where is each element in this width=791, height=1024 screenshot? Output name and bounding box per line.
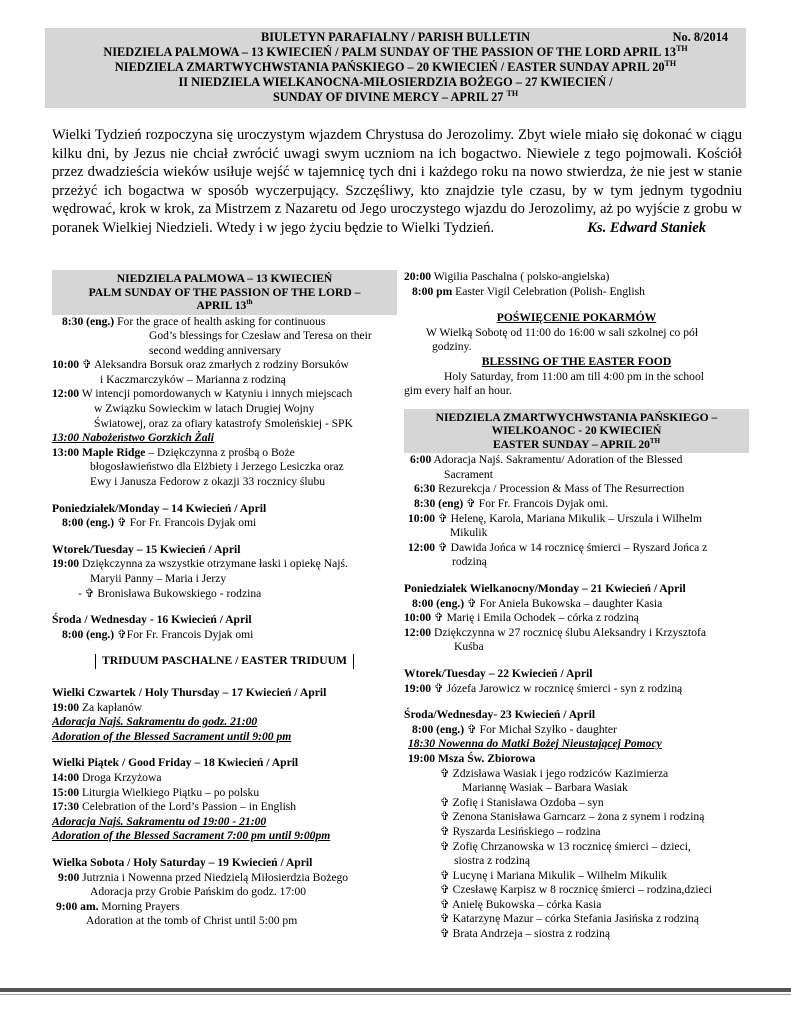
header-palm-sunday: NIEDZIELA PALMOWA – 13 KWIECIEŃ / PALM SUNDAY OF THE PASSION OF THE LORD APRIL 13TH [103,43,688,59]
intention-item: siostra z rodziną [454,854,530,868]
adoration-pl: Adoracja Najś. Sakramentu do godz. 21:00 [52,715,258,729]
mass-entry: 6:30 Rezurekcja / Procession & Mass of The Resurrection [414,482,685,496]
intention-item: ✞ Katarzynę Mazur – córka Stefania Jasińska z rodziną [440,912,699,926]
bulletin-number: No. 8/2014 [672,30,728,44]
easter-wednesday-heading: Środa/Wednesday- 23 Kwiecień / April [404,708,596,722]
intention-item: ✞ Anielę Bukowska – córka Kasia [440,897,602,911]
mass-entry: 12:00 W intencji pomordowanych w Katyniu i innych miejscach [52,387,353,401]
mass-entry: 8:00 (eng.) ✞For Fr. Francois Dyjak omi [62,627,254,641]
footer-rule-thin [0,994,791,995]
monday-heading: Poniedziałek/Monday – 14 Kwiecień / April [52,501,267,515]
intentions-list [404,767,749,942]
intention-item: ✞ Brata Andrzeja – siostra z rodziną [440,927,611,941]
mass-entry: 8:00 (eng.) ✞ For Fr. Francois Dyjak omi [62,516,257,530]
intention-item: ✞ Zofię i Stanisława Ozdoba – syn [440,795,604,809]
gorzkie-zale: 13:00 Nabożeństwo Gorzkich Żali [52,431,215,445]
saturday-heading: Wielka Sobota / Holy Saturday – 19 Kwiecień / April [52,855,313,869]
palm-sunday-box: NIEDZIELA PALMOWA – 13 KWIECIEŃ PALM SUNDAY OF THE PASSION OF THE LORD – APRIL 13th [52,270,397,315]
intention-item: ✞ Lucynę i Mariana Mikulik – Wilhelm Mikulik [440,868,668,882]
mass-entry: 12:00 Dziękczynna w 27 rocznicę ślubu Aleksandry i Krzysztofa [404,625,706,639]
mass-entry: 13:00 Maple Ridge – Dziękczynna z prośbą o Boże [52,445,295,459]
service-entry: 17:30 Celebration of the Lord’s Passion – in English [52,800,297,814]
easter-sunday-box: NIEDZIELA ZMARTWYCHWSTANIA PAŃSKIEGO – WIELKOANOC - 20 KWIECIEŃ EASTER SUNDAY – APRIL 20TH [404,409,749,454]
intention-item: ✞ Ryszarda Lesińskiego – rodzina [440,824,601,838]
mass-entry: 19:00 Dziękczynna za wszystkie otrzymane łaski i opiekę Najś. [52,557,348,571]
intro-text: Wielki Tydzień rozpoczyna się uroczystym wjazdem Chrystusa do Jerozolimy. Zbyt wiele miało się dokonać w ciągu kilku dni, by Jezus nie chciał zwrócić uwagi swym uczniom na ich bogactwo. Niewiele z tego pojmowali. Kościół przez dwadzieścia wieków usiłuje wejść w tajemnicę tych dni i każdego roku na nowo stwierdza, że nie jest w stanie przeżyć ich bogactwa w sposób wyczerpujący. Szczęśliwy, kto znajdzie tyle czasu, by w tym jednym tygodniu wędrować, krok w krok, za Mistrzem z Nazaretu od Jego uroczystego wjazdu do Jerozolimy, aż po wyjście z grobu w poranek Wielkiej Niedzieli. Wtedy i w jego życiu będzie to Wielki Tydzień. [52,127,742,236]
wednesday-heading: Środa / Wednesday - 16 Kwiecień / April [52,613,252,627]
intention-item: ✞ Czesławę Karpisz w 8 rocznicę śmierci – rodzina,dzieci [440,883,713,897]
mass-entry: 6:00 Adoracja Najś. Sakramentu/ Adoration of the Blessed [410,453,683,467]
mass-entry: 19:00 Za kapłanów [52,700,143,714]
novena: 18:30 Nowenna do Matki Bożej Nieustającej Pomocy [408,737,662,751]
bulletin-title: BIULETYN PARAFIALNY / PARISH BULLETIN [261,30,530,44]
adoration-pl: Adoracja Najś. Sakramentu od 19:00 - 21:00 [52,814,267,828]
service-entry: 15:00 Liturgia Wielkiego Piątku – po polsku [52,785,260,799]
intention-item: Mariannę Wasiak – Barbara Wasiak [462,781,628,795]
food-blessing-en-heading: BLESSING OF THE EASTER FOOD [481,354,672,368]
collective-mass: 19:00 Msza Św. Zbiorowa [408,751,536,765]
mass-entry: 10:00 ✞ Helenę, Karola, Mariana Mikulik – Urszula i Wilhelm [408,511,702,525]
service-entry: 9:00 am. Morning Prayers [56,899,180,913]
bulletin-header [45,28,746,108]
mass-entry: 12:00 ✞ Dawida Jońca w 14 rocznicę śmierci – Ryszard Jońca z [408,540,708,554]
tuesday-heading: Wtorek/Tuesday – 15 Kwiecień / April [52,542,241,556]
friday-heading: Wielki Piątek / Good Friday – 18 Kwiecień / April [52,756,299,770]
intention-item: ✞ Zdzisława Wasiak i jego rodziców Kazimierza [440,766,669,780]
mass-entry: 8:00 (eng.) ✞ For Michał Szyłko - daughter [412,722,617,736]
mass-entry: 10:00 ✞ Marię i Emila Ochodek – córka z rodziną [404,611,639,625]
footer-rule [0,988,791,992]
food-blessing-pl-heading: POŚWIĘCENIE POKARMÓW [496,311,657,325]
service-entry: 9:00 Jutrznia i Nowenna przed Niedzielą Miłosierdzia Bożego [58,870,349,884]
easter-tuesday-heading: Wtorek/Tuesday – 22 Kwiecień / April [404,666,593,680]
triduum-heading: TRIDUUM PASCHALNE / EASTER TRIDUUM [52,654,397,669]
vigil-en: 8:00 pm Easter Vigil Celebration (Polish- English [412,284,645,298]
header-divine-mercy-en: SUNDAY OF DIVINE MERCY – APRIL 27 $^{TH}$ [272,88,519,104]
header-divine-mercy-pl: II NIEDZIELA WIELKANOCNA-MIŁOSIERDZIA BOŻEGO – 27 KWIECIEŃ / [178,75,613,89]
intention-item: ✞ Zenona Stanisława Garncarz – żona z synem i rodziną [440,810,705,824]
right-column: 20:00 Wigilia Paschalna ( polsko-angielska) 8:00 pm Easter Vigil Celebration (Polish- English POŚWIĘCENIE POKARMÓW W Wielką Sobotę od 11:00 do 16:00 w sali szkolnej co pół godziny. BLESSING OF THE EASTER FOOD Holy Saturday, from 11:00 am till 4:00 pm in the school gim every half an hour. NIEDZIELA ZMARTWYCHWSTANIA PAŃSKIEGO – WIELKOANOC - 20 KWIECIEŃ EASTER SUNDAY – APRIL 20TH 6:00 Adoracja Najś. Sakramentu/ Adoration of the Blessed Sacrament 6:30 Rezurekcja / Procession & Mass of The Resurrection 8:30 (eng) ✞ For Fr. Francois Dyjak omi. 10:00 ✞ Helenę, Karola, Mariana Mikulik – Urszula i Wilhelm Mikulik 12:00 ✞ Dawida Jońca w 14 rocznicę śmierci – Ryszard Jońca z rodziną Poniedziałek Wielkanocny/Monday – 21 Kwiecień / April 8:00 (eng.) ✞ For Aniela Bukowska – daughter Kasia 10:00 ✞ Marię i Emila Ochodek – córka z rodziną 12:00 Dziękczynna w 27 rocznicę ślubu Aleksandry i Krzysztofa Kuśba Wtorek/Tuesday – 22 Kwiecień / April 19:00 ✞ Józefa Jarowicz w rocznicę śmierci - syn z rodziną Środa/Wednesday- 23 Kwiecień / April 8:00 (eng.) ✞ For Michał Szyłko - daughter 18:30 Nowenna do Matki Bożej Nieustającej Pomocy 19:00 Msza Św. Zbiorowa ✞ Zdzisława Wasiak i jego rodziców Kazimierza Mariannę Wasiak – Barbara Wasiak ✞ Zofię i Stanisława Ozdoba – syn ✞ Zenona Stanisława Garncarz – żona z synem i rodziną ✞ Ryszarda Lesińskiego – rodzina ✞ Zofię Chrzanowska w 13 rocznicę śmierci – dzieci, siostra z rodziną ✞ Lucynę i Mariana Mikulik – Wilhelm Mikulik ✞ Czesławę Karpisz w 8 rocznicę śmierci – rodzina,dzieci ✞ Anielę Bukowska – córka Kasia ✞ Katarzynę Mazur – córka Stefania Jasińska z rodziną ✞ Brata Andrzeja – siostra z rodziną [404,270,749,942]
easter-monday-heading: Poniedziałek Wielkanocny/Monday – 21 Kwiecień / April [404,582,686,595]
intention-item: ✞ Zofię Chrzanowska w 13 rocznicę śmierci – dzieci, [440,839,691,853]
left-column: NIEDZIELA PALMOWA – 13 KWIECIEŃ PALM SUNDAY OF THE PASSION OF THE LORD – APRIL 13th 8:30 (eng.) For the grace of health asking for continuous God’s blessings for Czesław and Teresa on their second wedding anniversary 10:00 ✞ Aleksandra Borsuk oraz zmarłych z rodziny Borsuków i Kaczmarczyków – Marianna z rodziną 12:00 W intencji pomordowanych w Katyniu i innych miejscach w Związku Sowieckim w latach Drugiej Wojny Światowej, oraz za ofiary katastrofy Smoleńskiej - SPK 13:00 Nabożeństwo Gorzkich Żali 13:00 Maple Ridge – Dziękczynna z prośbą o Boże błogosławieństwo dla Elżbiety i Jerzego Lesiczka oraz Ewy i Janusza Fedorow z okazji 33 rocznicy ślubu Poniedziałek/Monday – 14 Kwiecień / April 8:00 (eng.) ✞ For Fr. Francois Dyjak omi Wtorek/Tuesday – 15 Kwiecień / April 19:00 Dziękczynna za wszystkie otrzymane łaski i opiekę Najś. Maryii Panny – Maria i Jerzy - ✞ Bronisława Bukowskiego - rodzina Środa / Wednesday - 16 Kwiecień / April 8:00 (eng.) ✞For Fr. Francois Dyjak omi TRIDUUM PASCHALNE / EASTER TRIDUUM Wielki Czwartek / Holy Thursday – 17 Kwiecień / April 19:00 Za kapłanów Adoracja Najś. Sakramentu do godz. 21:00 Adoration of the Blessed Sacrament until 9:00 pm Wielki Piątek / Good Friday – 18 Kwiecień / April 14:00 Droga Krzyżowa 15:00 Liturgia Wielkiego Piątku – po polsku 17:30 Celebration of the Lord’s Passion – in English Adoracja Najś. Sakramentu od 19:00 - 21:00 Adoration of the Blessed Sacrament 7:00 pm until 9:00pm Wielka Sobota / Holy Saturday – 19 Kwiecień / April 9:00 Jutrznia i Nowenna przed Niedzielą Miłosierdzia Bożego Adoracja przy Grobie Pańskim do godz. 17:00 9:00 am. Morning Prayers Adoration at the tomb of Christ until 5:00 pm [52,270,397,929]
mass-entry: 8:30 (eng) ✞ For Fr. Francois Dyjak omi. [414,497,609,511]
vigil-pl: 20:00 Wigilia Paschalna ( polsko-angielska) [404,270,610,283]
thursday-heading: Wielki Czwartek / Holy Thursday – 17 Kwiecień / April [52,685,327,699]
mass-entry: 8:30 (eng.) For the grace of health asking for continuous [62,314,326,328]
adoration-en: Adoration of the Blessed Sacrament until 9:00 pm [52,729,292,743]
mass-entry: 19:00 ✞ Józefa Jarowicz w rocznicę śmierci - syn z rodziną [404,681,683,695]
service-entry: 14:00 Droga Krzyżowa [52,770,162,784]
header-easter-sunday: NIEDZIELA ZMARTWYCHWSTANIA PAŃSKIEGO – 20 KWIECIEŃ / EASTER SUNDAY APRIL 20TH [114,58,677,74]
header-title-line [45,30,746,45]
mass-entry: 10:00 ✞ Aleksandra Borsuk oraz zmarłych z rodziny Borsuków [52,358,349,372]
mass-entry: 8:00 (eng.) ✞ For Aniela Bukowska – daughter Kasia [412,596,663,610]
intro-signature: Ks. Edward Staniek [587,219,706,236]
intro-paragraph [52,126,742,238]
adoration-en: Adoration of the Blessed Sacrament 7:00 pm until 9:00pm [52,829,331,843]
